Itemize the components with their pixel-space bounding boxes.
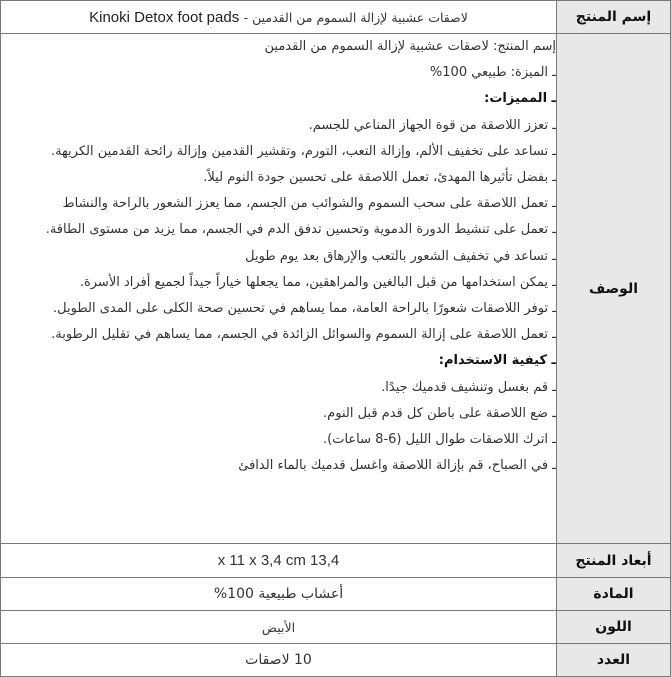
product-name-english: Kinoki Detox foot pads <box>89 8 240 26</box>
row-product-name <box>1 1 671 34</box>
label-color: اللون <box>557 611 671 644</box>
dimensions-text: 13,4 x 11 x 3,4 cm <box>217 552 340 569</box>
desc-line: ـ بفضل تأثيرها المهدئ، تعمل اللاصقة على تحسين جودة النوم ليلاً. <box>203 170 556 186</box>
value-dimensions <box>1 544 557 578</box>
desc-line: ـ في الصباح، قم بإزالة اللاصقة واغسل قدميك بالماء الدافئ <box>238 458 556 474</box>
desc-line: ـ توفر اللاصقات شعورًا بالراحة العامة، مما يساهم في تحسين صحة الكلى على المدى الطويل. <box>53 301 556 317</box>
value-count: 10 لاصقات <box>1 644 557 677</box>
product-name-arabic: لاصقات عشبية لإزالة السموم من القدمين - <box>243 9 468 25</box>
row-dimensions <box>1 544 671 578</box>
desc-line: ـ ضع اللاصقة على باطن كل قدم قبل النوم. <box>323 405 556 421</box>
label-dimensions: أبعاد المنتج <box>557 544 671 578</box>
row-count <box>1 644 671 677</box>
row-description <box>1 34 671 544</box>
desc-heading-usage: ـ كيفية الاستخدام: <box>438 353 556 369</box>
desc-line: ـ يمكن استخدامها من قبل البالغين والمراهقين، مما يجعلها خياراً جيداً لجميع أفراد الأسرة. <box>79 274 556 290</box>
value-product-name <box>1 1 557 34</box>
desc-line: ـ تساعد في تخفيف الشعور بالتعب والإرهاق بعد يوم طويل <box>245 248 556 264</box>
desc-heading-features: ـ المميزات: <box>484 91 556 107</box>
desc-line: ـ اترك اللاصقات طوال الليل (6-8 ساعات). <box>323 432 556 448</box>
desc-line: ـ الميزة: طبيعي 100% <box>429 65 556 81</box>
value-description <box>1 34 557 544</box>
desc-line: ـ تساعد على تخفيف الألم، وإزالة التعب، التورم، وتقشير القدمين وإزالة رائحة القدمين الكريهة. <box>50 143 556 159</box>
desc-line: ـ تعزز اللاصقة من قوة الجهاز المناعي للجسم. <box>308 117 556 133</box>
value-color: الأبيض <box>1 611 557 644</box>
desc-line: إسم المنتج: لاصقات عشبية لإزالة السموم من القدمين <box>264 39 556 54</box>
label-count: العدد <box>557 644 671 677</box>
row-material <box>1 578 671 611</box>
desc-line: ـ قم بغسل وتنشيف قدميك جيدًا. <box>381 379 556 395</box>
desc-line: ـ تعمل اللاصقة على إزالة السموم والسوائل الزائدة في الجسم، مما يساهم في تقليل الرطوبة. <box>51 327 556 343</box>
value-material: أعشاب طبيعية 100% <box>1 578 557 611</box>
desc-line: ـ تعمل على تنشيط الدورة الدموية وتحسين تدفق الدم في الجسم، مما يزيد من مستوى الطاقة. <box>45 222 556 238</box>
label-product-name: إسم المنتج <box>557 1 671 34</box>
label-material: المادة <box>557 578 671 611</box>
row-color <box>1 611 671 644</box>
desc-line: ـ تعمل اللاصقة على سحب السموم والشوائب من الجسم، مما يعزز الشعور بالراحة والنشاط <box>62 196 556 212</box>
label-description: الوصف <box>557 34 671 544</box>
